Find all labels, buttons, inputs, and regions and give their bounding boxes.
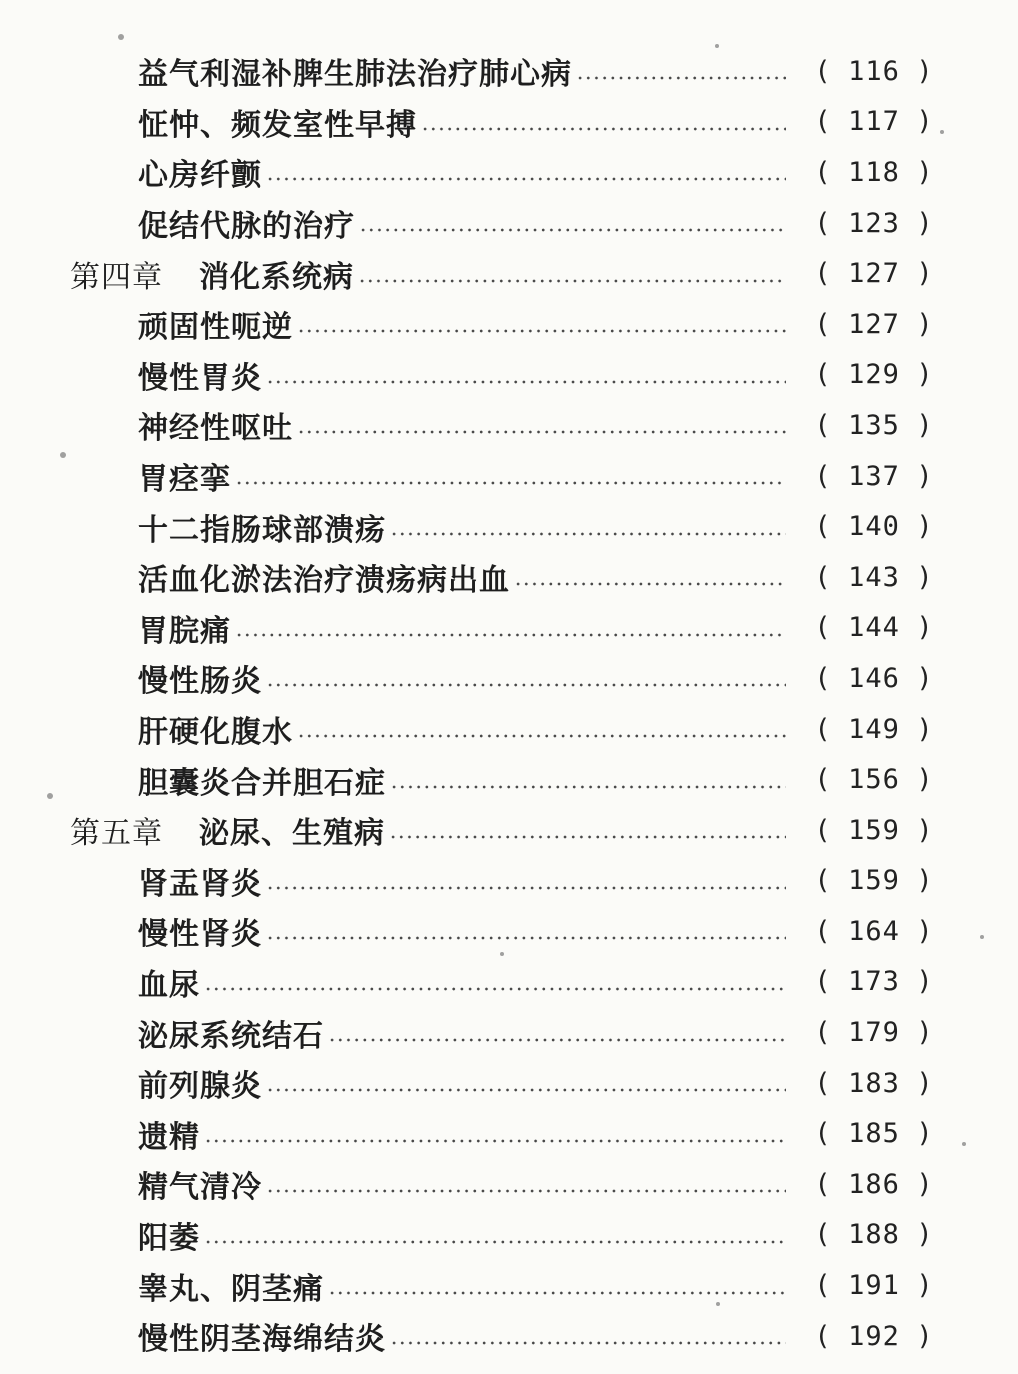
close-paren: ) — [916, 713, 934, 745]
toc-entry — [0, 1210, 1018, 1261]
page-number-value: 129 — [848, 359, 900, 391]
dot-leader — [328, 1271, 786, 1301]
close-paren: ) — [916, 561, 934, 593]
close-paren: ) — [916, 1017, 934, 1049]
close-paren: ) — [916, 612, 934, 644]
toc-chapter-entry — [0, 805, 1018, 856]
toc-entry — [0, 704, 1018, 755]
page-number-value: 127 — [848, 308, 900, 340]
scan-speck — [47, 793, 53, 799]
open-paren: ( — [814, 1219, 832, 1251]
toc-entry — [0, 97, 1018, 148]
open-paren: ( — [814, 1270, 832, 1302]
page-number — [814, 461, 944, 492]
page-number — [814, 663, 944, 694]
page-number — [814, 714, 944, 745]
open-paren: ( — [814, 308, 832, 340]
close-paren: ) — [916, 409, 934, 441]
entry-title: 精气清冷 — [138, 1170, 262, 1206]
entry-title: 胃脘痛 — [138, 613, 231, 649]
page-number-value: 185 — [848, 1118, 900, 1150]
dot-leader — [390, 1321, 786, 1351]
page-number-value: 159 — [848, 814, 900, 846]
toc-entry — [0, 754, 1018, 805]
page-number — [814, 359, 944, 390]
page-number — [814, 1017, 944, 1048]
entry-title: 遗精 — [138, 1119, 200, 1155]
scan-speck — [60, 452, 66, 458]
page-number-value: 140 — [848, 511, 900, 543]
page-number — [814, 764, 944, 795]
toc-chapter-entry — [0, 248, 1018, 299]
toc-entry — [0, 906, 1018, 957]
close-paren: ) — [916, 511, 934, 543]
close-paren: ) — [916, 258, 934, 290]
page-number-value: 186 — [848, 1168, 900, 1200]
open-paren: ( — [814, 612, 832, 644]
open-paren: ( — [814, 764, 832, 796]
scan-speck — [940, 130, 944, 134]
toc-entry — [0, 1108, 1018, 1159]
page-number — [814, 106, 944, 137]
entry-title: 肝硬化腹水 — [138, 715, 293, 751]
page-number — [814, 1270, 944, 1301]
open-paren: ( — [814, 55, 832, 87]
page-number — [814, 258, 944, 289]
open-paren: ( — [814, 207, 832, 239]
toc-entry — [0, 501, 1018, 552]
open-paren: ( — [814, 409, 832, 441]
close-paren: ) — [916, 460, 934, 492]
page-number — [814, 309, 944, 340]
dot-leader — [328, 1018, 786, 1048]
scan-speck — [962, 1142, 966, 1146]
page-number — [814, 562, 944, 593]
dot-leader — [359, 208, 786, 238]
toc-entry — [0, 1311, 1018, 1362]
page-number — [814, 410, 944, 441]
open-paren: ( — [814, 1017, 832, 1049]
dot-leader — [297, 714, 786, 744]
chapter-title: 消化系统病 — [199, 259, 354, 295]
dot-leader — [235, 461, 786, 491]
page-number — [814, 511, 944, 542]
page-number — [814, 815, 944, 846]
toc-entry — [0, 552, 1018, 603]
dot-leader — [266, 663, 786, 693]
page-number — [814, 1118, 944, 1149]
entry-title: 神经性呕吐 — [138, 411, 293, 447]
chapter-number: 第四章 — [70, 259, 163, 295]
entry-title: 胆囊炎合并胆石症 — [138, 765, 386, 801]
page-number-value: 135 — [848, 409, 900, 441]
open-paren: ( — [814, 1168, 832, 1200]
open-paren: ( — [814, 865, 832, 897]
page-number-value: 179 — [848, 1017, 900, 1049]
dot-leader — [514, 562, 786, 592]
entry-title: 慢性肾炎 — [138, 917, 262, 953]
entry-title: 心房纤颤 — [138, 158, 262, 194]
dot-leader — [297, 410, 786, 440]
page-number-value: 156 — [848, 764, 900, 796]
open-paren: ( — [814, 258, 832, 290]
entry-title: 阳萎 — [138, 1220, 200, 1256]
dot-leader — [389, 815, 786, 845]
toc-entry — [0, 1058, 1018, 1109]
close-paren: ) — [916, 106, 934, 138]
page-number-value: 192 — [848, 1320, 900, 1352]
page-number-value: 143 — [848, 561, 900, 593]
open-paren: ( — [814, 662, 832, 694]
dot-leader — [266, 1068, 786, 1098]
open-paren: ( — [814, 713, 832, 745]
scan-speck — [500, 952, 504, 956]
page-number — [814, 612, 944, 643]
page-number — [814, 865, 944, 896]
close-paren: ) — [916, 359, 934, 391]
open-paren: ( — [814, 1067, 832, 1099]
page-number-value: 164 — [848, 915, 900, 947]
page-number-value: 173 — [848, 966, 900, 998]
close-paren: ) — [916, 1270, 934, 1302]
toc-entry — [0, 198, 1018, 249]
dot-leader — [390, 512, 786, 542]
page-number — [814, 1219, 944, 1250]
page-number-value: 183 — [848, 1067, 900, 1099]
entry-title: 顽固性呃逆 — [138, 310, 293, 346]
open-paren: ( — [814, 511, 832, 543]
dot-leader — [297, 309, 786, 339]
entry-title: 益气利湿补脾生肺法治疗肺心病 — [138, 57, 572, 93]
toc-entry — [0, 603, 1018, 654]
page-number — [814, 1068, 944, 1099]
scan-speck — [716, 1302, 720, 1306]
page-number-value: 127 — [848, 258, 900, 290]
close-paren: ) — [916, 1320, 934, 1352]
open-paren: ( — [814, 561, 832, 593]
close-paren: ) — [916, 966, 934, 998]
chapter-heading — [70, 252, 354, 296]
entry-title: 促结代脉的治疗 — [138, 209, 355, 245]
open-paren: ( — [814, 359, 832, 391]
close-paren: ) — [916, 308, 934, 340]
entry-title: 活血化淤法治疗溃疡病出血 — [138, 563, 510, 599]
entry-title: 肾盂肾炎 — [138, 866, 262, 902]
open-paren: ( — [814, 460, 832, 492]
toc-entry — [0, 653, 1018, 704]
scan-speck — [980, 935, 984, 939]
entry-title: 泌尿系统结石 — [138, 1018, 324, 1054]
open-paren: ( — [814, 156, 832, 188]
entry-title: 前列腺炎 — [138, 1069, 262, 1105]
page-number-value: 159 — [848, 865, 900, 897]
toc-entry — [0, 350, 1018, 401]
close-paren: ) — [916, 207, 934, 239]
chapter-number: 第五章 — [70, 816, 163, 852]
dot-leader — [266, 157, 786, 187]
entry-title: 怔忡、频发室性早搏 — [138, 107, 417, 143]
scan-speck — [715, 44, 719, 48]
table-of-contents — [0, 46, 1018, 1361]
toc-entry — [0, 451, 1018, 502]
entry-title: 血尿 — [138, 967, 200, 1003]
close-paren: ) — [916, 814, 934, 846]
close-paren: ) — [916, 1219, 934, 1251]
entry-title: 慢性阴茎海绵结炎 — [138, 1322, 386, 1358]
page-number-value: 116 — [848, 55, 900, 87]
toc-entry — [0, 1260, 1018, 1311]
dot-leader — [204, 1220, 786, 1250]
entry-title: 慢性肠炎 — [138, 664, 262, 700]
close-paren: ) — [916, 1067, 934, 1099]
entry-title: 睾丸、阴茎痛 — [138, 1271, 324, 1307]
toc-entry — [0, 1159, 1018, 1210]
dot-leader — [390, 765, 786, 795]
dot-leader — [421, 107, 786, 137]
open-paren: ( — [814, 1320, 832, 1352]
open-paren: ( — [814, 966, 832, 998]
open-paren: ( — [814, 106, 832, 138]
page-number-value: 117 — [848, 106, 900, 138]
dot-leader — [576, 56, 786, 86]
chapter-title: 泌尿、生殖病 — [199, 816, 385, 852]
page-number — [814, 916, 944, 947]
dot-leader — [266, 360, 786, 390]
dot-leader — [204, 967, 786, 997]
page-number-value: 149 — [848, 713, 900, 745]
close-paren: ) — [916, 865, 934, 897]
dot-leader — [235, 613, 786, 643]
close-paren: ) — [916, 662, 934, 694]
entry-title: 胃痉挛 — [138, 462, 231, 498]
page-number-value: 137 — [848, 460, 900, 492]
page-number-value: 144 — [848, 612, 900, 644]
dot-leader — [266, 1169, 786, 1199]
entry-title: 十二指肠球部溃疡 — [138, 512, 386, 548]
page-number-value: 188 — [848, 1219, 900, 1251]
close-paren: ) — [916, 915, 934, 947]
page-number — [814, 56, 944, 87]
page-number-value: 146 — [848, 662, 900, 694]
close-paren: ) — [916, 1168, 934, 1200]
toc-entry — [0, 1007, 1018, 1058]
chapter-heading — [70, 808, 385, 852]
toc-entry — [0, 400, 1018, 451]
page-number — [814, 1169, 944, 1200]
close-paren: ) — [916, 55, 934, 87]
page-number — [814, 966, 944, 997]
close-paren: ) — [916, 764, 934, 796]
open-paren: ( — [814, 814, 832, 846]
page-number-value: 118 — [848, 156, 900, 188]
page-number — [814, 1321, 944, 1352]
toc-entry — [0, 46, 1018, 97]
page-number — [814, 157, 944, 188]
scan-speck — [118, 34, 124, 40]
dot-leader — [358, 259, 786, 289]
toc-entry — [0, 957, 1018, 1008]
open-paren: ( — [814, 1118, 832, 1150]
dot-leader — [266, 916, 786, 946]
open-paren: ( — [814, 915, 832, 947]
page-number-value: 191 — [848, 1270, 900, 1302]
page-number — [814, 208, 944, 239]
toc-entry — [0, 299, 1018, 350]
toc-entry — [0, 856, 1018, 907]
dot-leader — [204, 1119, 786, 1149]
close-paren: ) — [916, 156, 934, 188]
entry-title: 慢性胃炎 — [138, 360, 262, 396]
dot-leader — [266, 866, 786, 896]
page-number-value: 123 — [848, 207, 900, 239]
toc-entry — [0, 147, 1018, 198]
close-paren: ) — [916, 1118, 934, 1150]
